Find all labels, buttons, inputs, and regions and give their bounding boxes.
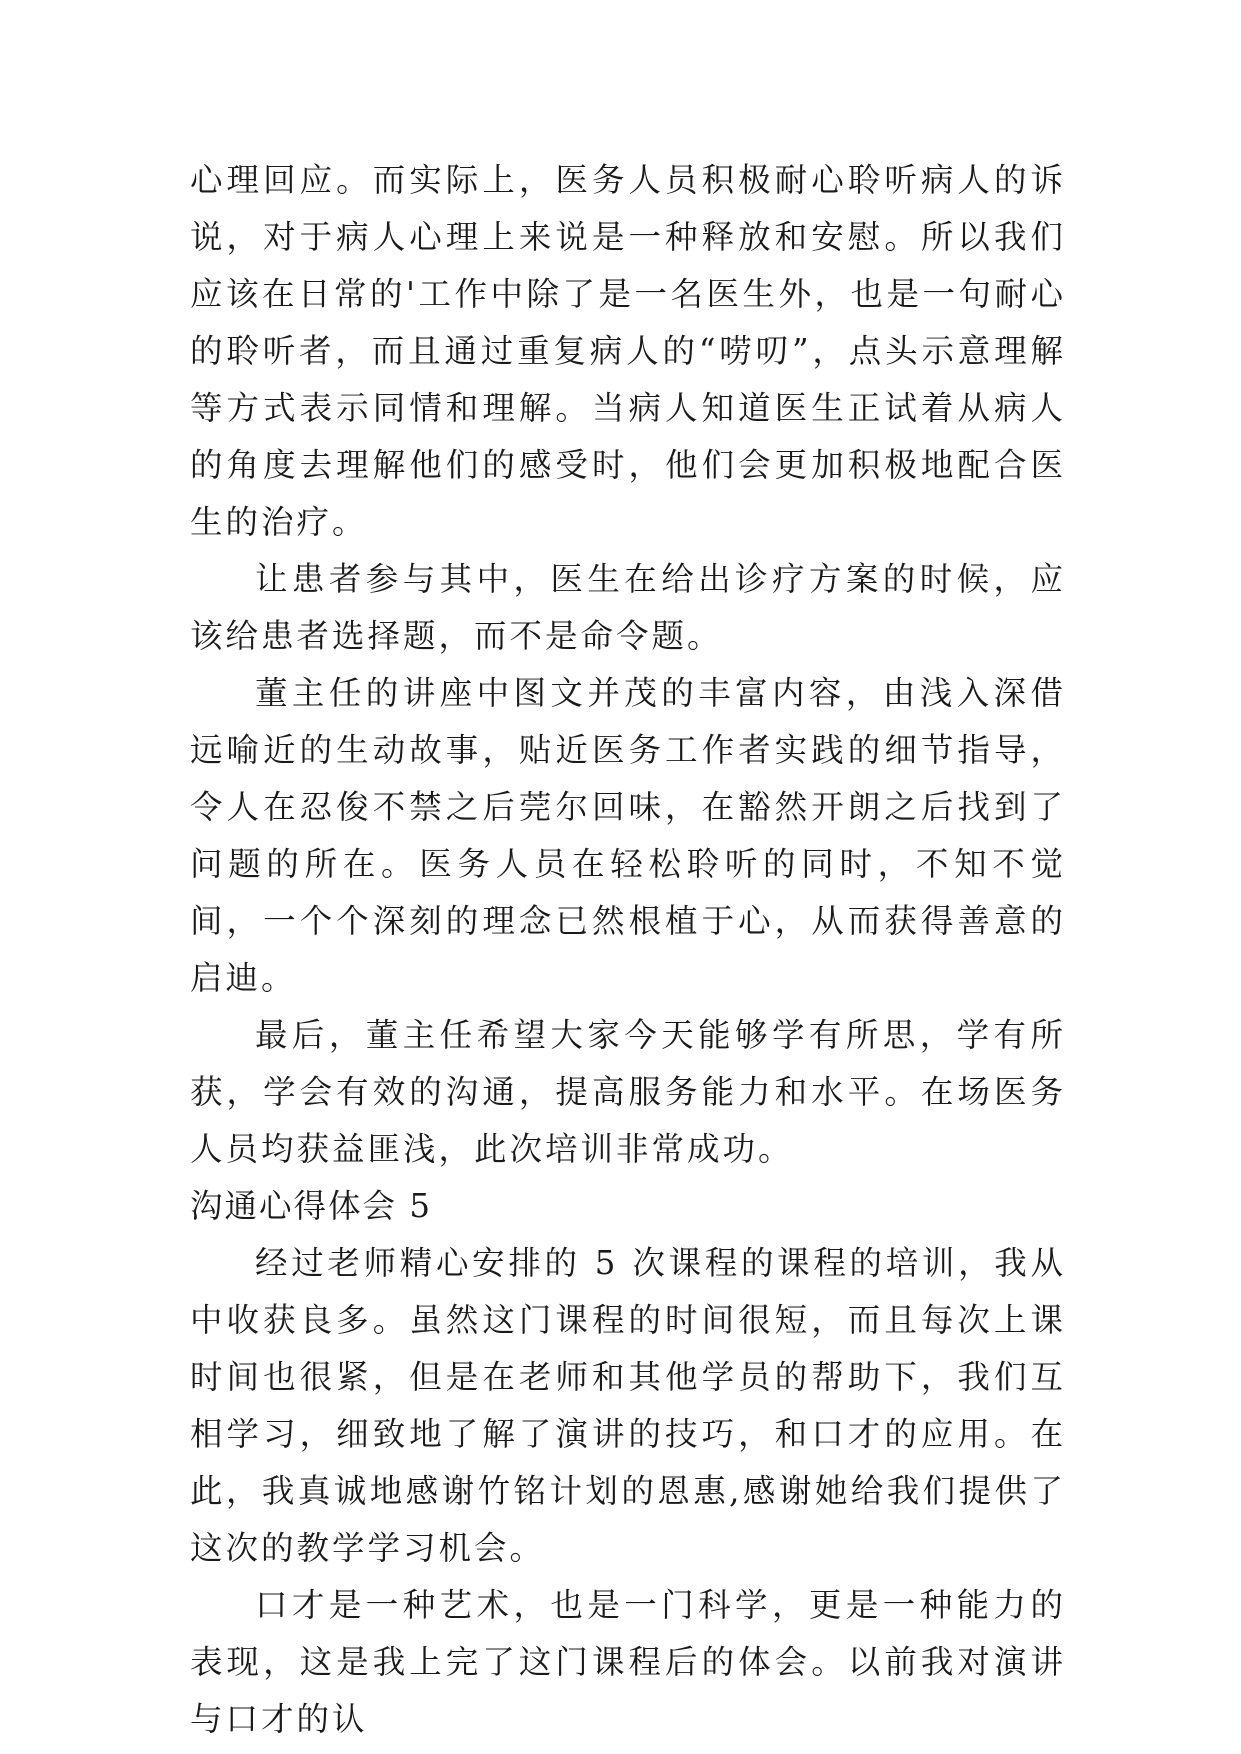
document-body [190,152,1066,1748]
section-heading: 沟通心得体会 5 [190,1187,433,1225]
body-paragraph: 口才是一种艺术，也是一门科学，更是一种能力的表现，这是我上完了这门课程后的体会。以前我对演讲与口才的认 [190,1586,1066,1738]
body-paragraph: 经过老师精心安排的 5 次课程的课程的培训，我从中收获良多。虽然这门课程的时间很短，而且每次上课时间也很紧，但是在老师和其他学员的帮助下，我们互相学习，细致地了解了演讲的技巧，和口才的应用。在此，我真诚地感谢竹铭计划的恩惠,感谢她给我们提供了这次的教学学习机会。 [190,1244,1066,1567]
body-paragraph: 让患者参与其中，医生在给出诊疗方案的时候，应该给患者选择题，而不是命令题。 [190,560,1066,655]
body-paragraph: 心理回应。而实际上，医务人员积极耐心聆听病人的诉说，对于病人心理上来说是一种释放和安慰。所以我们应该在日常的'工作中除了是一名医生外，也是一句耐心的聆听者，而且通过重复病人的“唠叨”，点头示意理解等方式表示同情和理解。当病人知道医生正试着从病人的角度去理解他们的感受时，他们会更加积极地配合医生的治疗。 [190,161,1066,541]
body-paragraph: 董主任的讲座中图文并茂的丰富内容，由浅入深借远喻近的生动故事，贴近医务工作者实践的细节指导，令人在忍俊不禁之后莞尔回味，在豁然开朗之后找到了问题的所在。医务人员在轻松聆听的同时，不知不觉间，一个个深刻的理念已然根植于心，从而获得善意的启迪。 [190,674,1066,997]
body-paragraph: 最后，董主任希望大家今天能够学有所思，学有所获，学会有效的沟通，提高服务能力和水平。在场医务人员均获益匪浅，此次培训非常成功。 [190,1016,1066,1168]
